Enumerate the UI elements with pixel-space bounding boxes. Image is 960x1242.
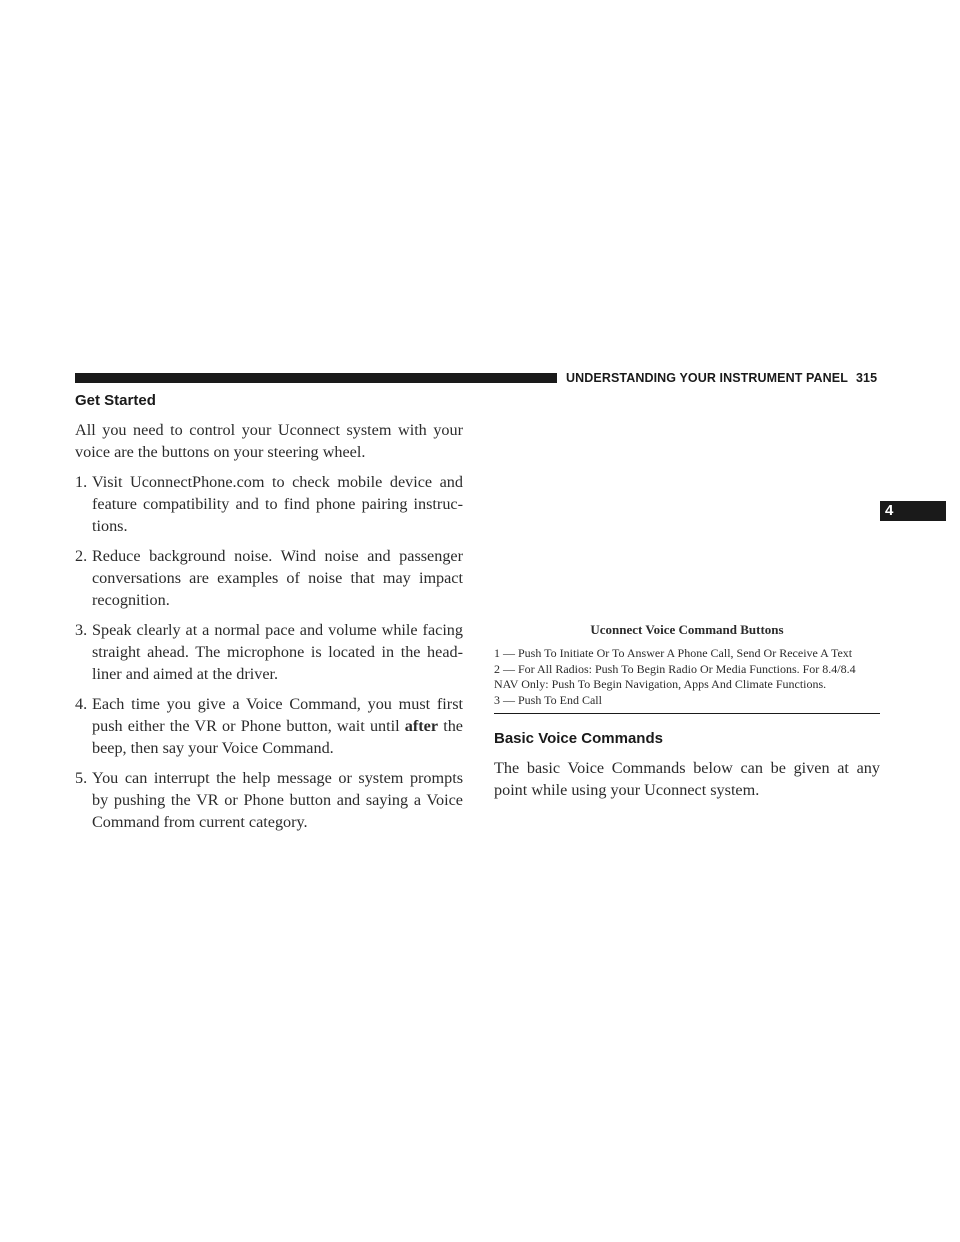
caption-line: 3 — Push To End Call — [494, 692, 602, 707]
right-column — [494, 622, 880, 801]
step-text: Visit UconnectPhone.com to check mobile device and feature compatibility and to find phone pairing instruc-tions. — [92, 473, 463, 535]
figure-title: Uconnect Voice Command Buttons — [590, 622, 784, 637]
caption-line: 1 — Push To Initiate Or To Answer A Phone Call, Send Or Receive A Text — [494, 646, 853, 660]
list-item — [75, 693, 463, 759]
step-number: 3. — [75, 621, 88, 639]
step-number: 2. — [75, 547, 88, 565]
header-rule — [75, 373, 557, 383]
page-number: 315 — [855, 371, 878, 385]
step-number: 4. — [75, 695, 88, 713]
step-text-emphasis: after — [404, 717, 439, 735]
step-text: You can interrupt the help message or system prompts by pushing the VR or Phone button and saying a Voice Command from current category. — [92, 769, 463, 831]
get-started-intro: All you need to control your Uconnect system with your voice are the buttons on your steering wheel. — [75, 421, 463, 461]
basic-voice-commands-text: The basic Voice Commands below can be given at any point while using your Uconnect system. — [494, 759, 880, 800]
list-item — [75, 619, 463, 685]
list-item — [75, 471, 463, 537]
list-item — [75, 545, 463, 611]
caption-divider — [494, 713, 880, 714]
caption-line: 2 — For All Radios: Push To Begin Radio Or Media Functions. For 8.4/8.4 NAV Only: Push To Begin Navigation, Apps And Climate Functions. — [494, 661, 856, 692]
get-started-heading: Get Started — [75, 392, 156, 409]
steps-list — [75, 471, 463, 833]
step-number: 1. — [75, 473, 88, 491]
running-header — [566, 371, 877, 385]
basic-voice-commands-heading: Basic Voice Commands — [494, 730, 663, 748]
step-text: Each time you give a Voice Command, you must first push either the VR or Phone button, wait until — [92, 695, 463, 735]
figure-caption — [494, 646, 880, 708]
step-text: Reduce background noise. Wind noise and passenger conversations are examples of noise that may impact recognition. — [92, 547, 463, 609]
step-number: 5. — [75, 769, 88, 787]
step-text: Speak clearly at a normal pace and volume while facing straight ahead. The microphone is located in the head-liner and aimed at the driver. — [92, 621, 463, 683]
running-title: UNDERSTANDING YOUR INSTRUMENT PANEL — [566, 371, 848, 385]
chapter-tab: 4 — [880, 501, 946, 521]
step-text: the beep, then say your Voice Command. — [92, 717, 463, 757]
left-column — [75, 392, 463, 841]
list-item — [75, 767, 463, 833]
